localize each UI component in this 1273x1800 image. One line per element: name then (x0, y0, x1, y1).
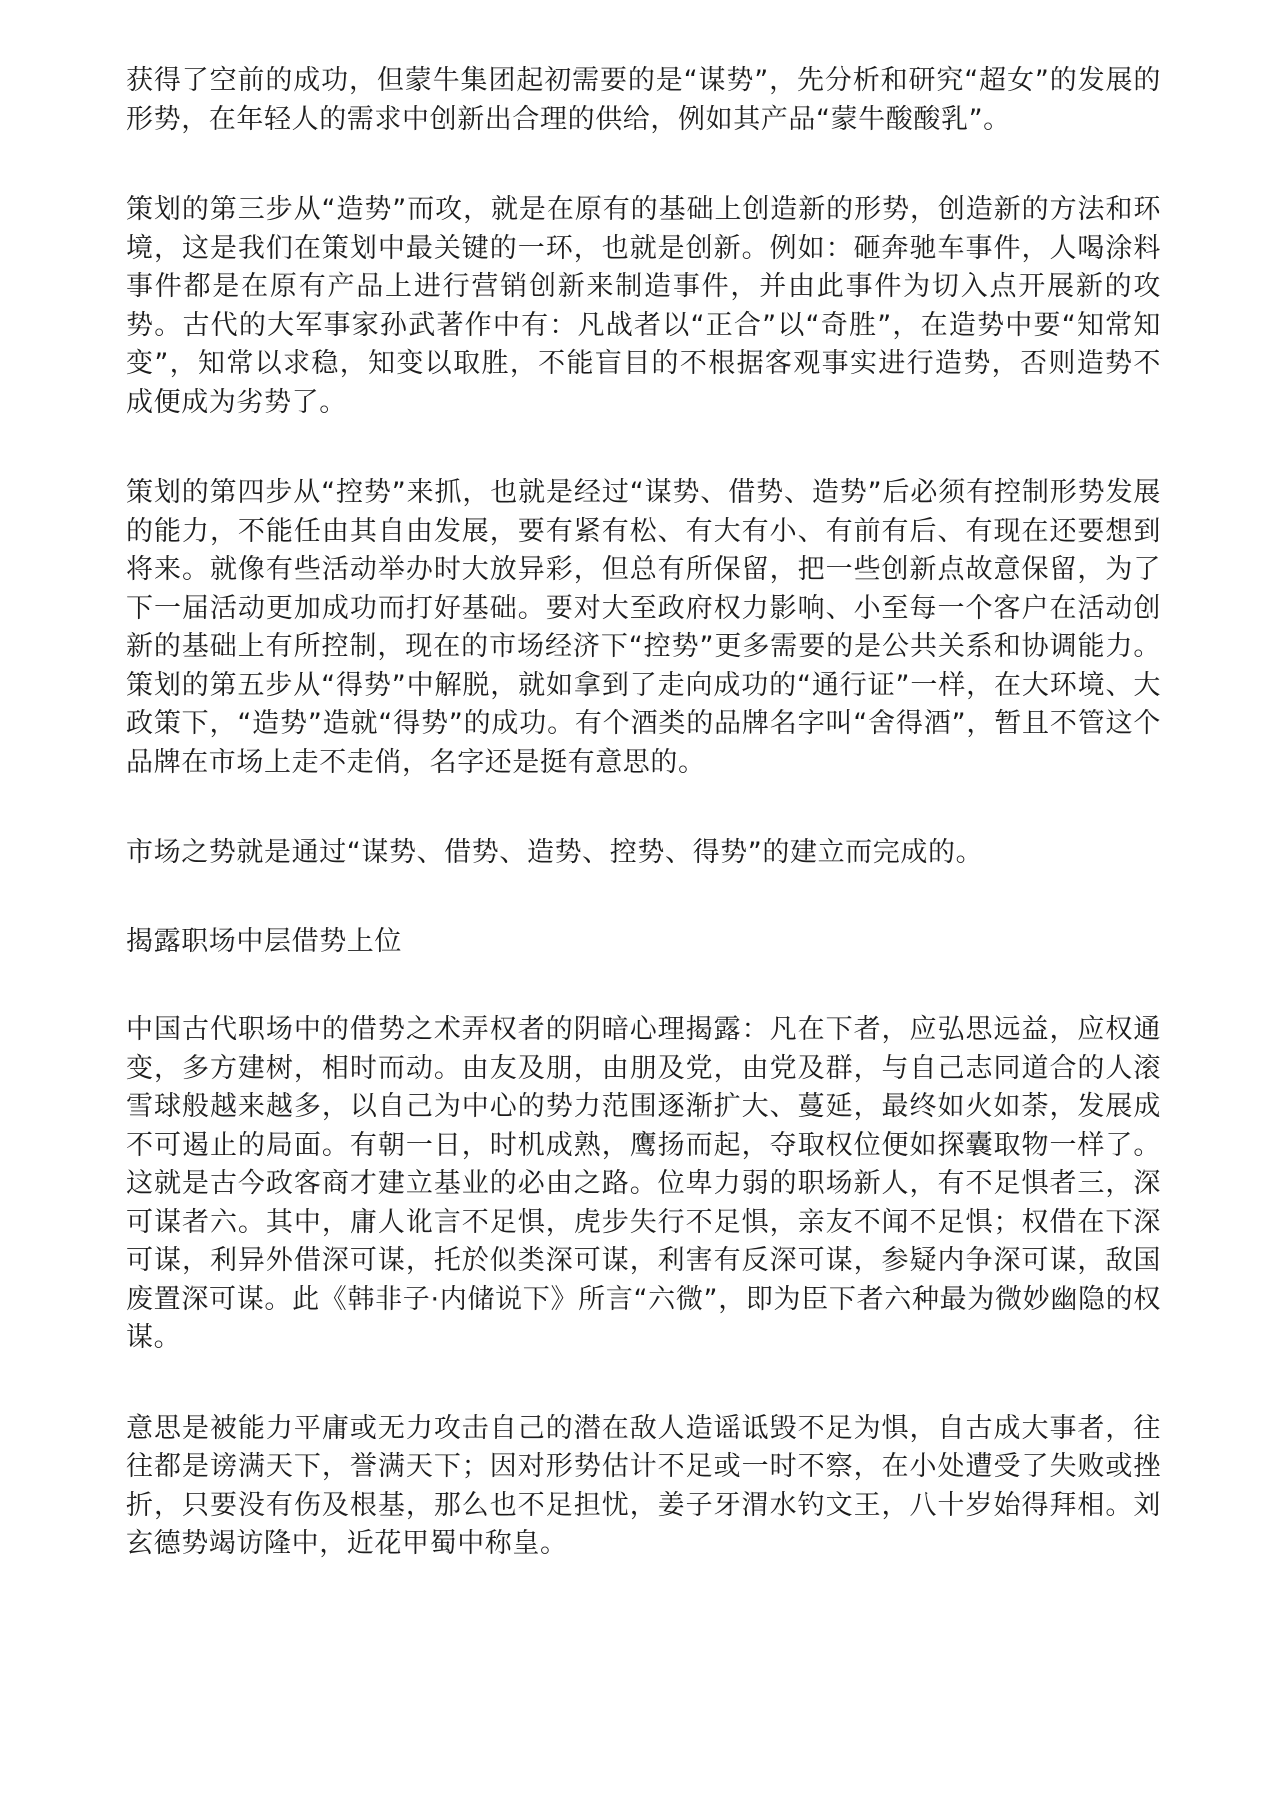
paragraph-step-four-control-momentum: 策划的第四步从“控势”来抓，也就是经过“谋势、借势、造势”后必须有控制形势发展的能力，不能任由其自由发展，要有紧有松、有大有小、有前有后、有现在还要想到将来。就像有些活动举办时大放异彩，但总有所保留，把一些创新点故意保留，为了下一届活动更加成功而打好基础。要对大至政府权力影响、小至每一个客户在活动创新的基础上有所控制，现在的市场经济下“控势”更多需要的是公共关系和协调能力。策划的第五步从“得势”中解脱，就如拿到了走向成功的“通行证”一样，在大环境、大政策下，“造势”造就“得势”的成功。有个酒类的品牌名字叫“舍得酒”，暂且不管这个品牌在市场上走不走俏，名字还是挺有意思的。 (126, 477, 1161, 778)
section-heading: 揭露职场中层借势上位 (126, 925, 402, 957)
paragraph-market-momentum-summary: 市场之势就是通过“谋势、借势、造势、控势、得势”的建立而完成的。 (126, 837, 984, 868)
paragraph-mengniu-success: 获得了空前的成功，但蒙牛集团起初需要的是“谋势”，先分析和研究“超女”的发展的形势，在年轻人的需求中创新出合理的供给，例如其产品“蒙牛酸酸乳”。 (126, 65, 1161, 135)
paragraph-step-three-create-momentum: 策划的第三步从“造势”而攻，就是在原有的基础上创造新的形势，创造新的方法和环境，这是我们在策划中最关键的一环，也就是创新。例如：砸奔驰车事件，人喝涂料事件都是在原有产品上进行营销创新来制造事件，并由此事件为切入点开展新的攻势。古代的大军事家孙武著作中有：凡战者以“正合”以“奇胜”，在造势中要“知常知变”，知常以求稳，知变以取胜，不能盲目的不根据客观事实进行造势，否则造势不成便成为劣势了。 (126, 194, 1161, 418)
article-body (126, 62, 1161, 1564)
paragraph-meaning-explanation: 意思是被能力平庸或无力攻击自己的潜在敌人造谣诋毁不足为惧，自古成大事者，往往都是谤满天下，誉满天下；因对形势估计不足或一时不察，在小处遭受了失败或挫折，只要没有伤及根基，那么也不足担忧，姜子牙渭水钓文王，八十岁始得拜相。刘玄德势竭访隆中，近花甲蜀中称皇。 (126, 1412, 1161, 1559)
paragraph-ancient-workplace: 中国古代职场中的借势之术弄权者的阴暗心理揭露：凡在下者，应弘思远益，应权通变，多方建树，相时而动。由友及朋，由朋及党，由党及群，与自己志同道合的人滚雪球般越来越多，以自己为中心的势力范围逐渐扩大、蔓延，最终如火如荼，发展成不可遏止的局面。有朝一日，时机成熟，鹰扬而起，夺取权位便如探囊取物一样了。这就是古今政客商才建立基业的必由之路。位卑力弱的职场新人，有不足惧者三，深可谋者六。其中，庸人讹言不足惧，虎步失行不足惧，亲友不闻不足惧；权借在下深可谋，利异外借深可谋，托於似类深可谋，利害有反深可谋，参疑内争深可谋，敌国废置深可谋。此《韩非子·内储说下》所言“六微”，即为臣下者六种最为微妙幽隐的权谋。 (126, 1014, 1161, 1353)
